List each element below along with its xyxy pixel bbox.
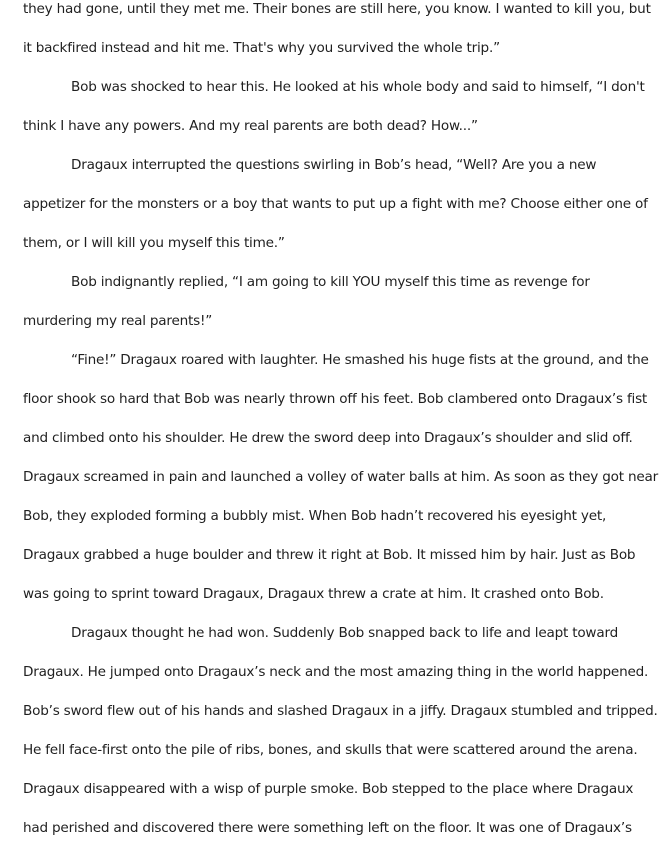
text-line: Dragaux screamed in pain and launched a volley of water balls at him. As soon as they got near [23, 469, 658, 485]
text-line: it backfired instead and hit me. That's why you survived the whole trip.” [23, 40, 500, 56]
paragraph-start-line: Dragaux thought he had won. Suddenly Bob snapped back to life and leapt toward [71, 625, 618, 641]
text-line: them, or I will kill you myself this time.” [23, 235, 285, 251]
text-line: appetizer for the monsters or a boy that wants to put up a fight with me? Choose either one of [23, 196, 648, 212]
text-line: Dragaux disappeared with a wisp of purple smoke. Bob stepped to the place where Dragaux [23, 781, 634, 797]
text-line: floor shook so hard that Bob was nearly thrown off his feet. Bob clambered onto Dragaux’s fist [23, 391, 648, 407]
paragraph-start-line: Dragaux interrupted the questions swirling in Bob’s head, “Well? Are you a new [71, 157, 597, 173]
text-line: Bob’s sword flew out of his hands and slashed Dragaux in a jiffy. Dragaux stumbled and tripped. [23, 703, 658, 719]
paragraph-start-line: “Fine!” Dragaux roared with laughter. He smashed his huge fists at the ground, and the [71, 352, 649, 368]
text-line: Bob, they exploded forming a bubbly mist. When Bob hadn’t recovered his eyesight yet, [23, 508, 607, 524]
text-line: was going to sprint toward Dragaux, Dragaux threw a crate at him. It crashed onto Bob. [23, 586, 604, 602]
text-line: Dragaux. He jumped onto Dragaux’s neck and the most amazing thing in the world happened. [23, 664, 649, 680]
text-line: think I have any powers. And my real parents are both dead? How...” [23, 118, 478, 134]
paragraph-start-line: Bob indignantly replied, “I am going to kill YOU myself this time as revenge for [71, 274, 590, 290]
text-line: He fell face-first onto the pile of ribs, bones, and skulls that were scattered around the arena. [23, 742, 638, 758]
text-line: they had gone, until they met me. Their bones are still here, you know. I wanted to kill you, but [23, 1, 651, 17]
text-line: murdering my real parents!” [23, 313, 213, 329]
text-line: had perished and discovered there were something left on the floor. It was one of Dragaux’s [23, 820, 632, 836]
text-line: and climbed onto his shoulder. He drew the sword deep into Dragaux’s shoulder and slid off. [23, 430, 633, 446]
paragraph-start-line: Bob was shocked to hear this. He looked at his whole body and said to himself, “I don't [71, 79, 645, 95]
text-line: Dragaux grabbed a huge boulder and threw it right at Bob. It missed him by hair. Just as Bob [23, 547, 636, 563]
